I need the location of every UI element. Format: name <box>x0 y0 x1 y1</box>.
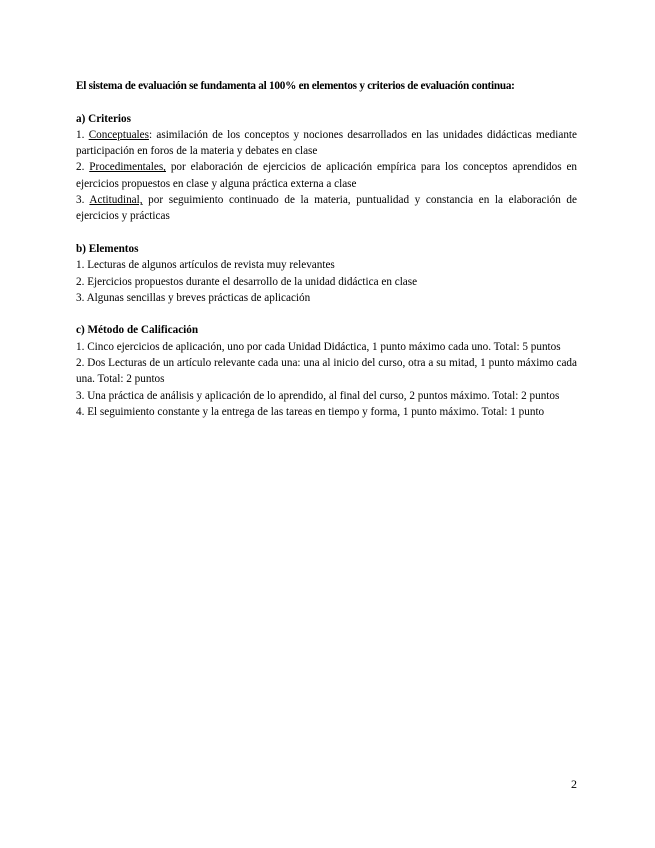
calificacion-item: 3. Una práctica de análisis y aplicación de lo aprendido, al final del curso, 2 puntos máximo. Total: 2 puntos <box>76 389 560 402</box>
criterio-text: : asimilación de los conceptos y nociones desarrollados en las unidades didácticas mediante participación en foros de la materia y debates en clase <box>76 128 577 158</box>
page-content <box>76 78 577 420</box>
spacer <box>76 225 577 241</box>
criterio-item <box>76 159 577 192</box>
item-number: 3. <box>76 194 90 207</box>
calificacion-item: 4. El seguimiento constante y la entrega de las tareas en tiempo y forma, 1 punto máximo. Total: 1 punto <box>76 405 545 418</box>
criterio-text: por elaboración de ejercicios de aplicación empírica para los conceptos aprendidos en ejercicios propuestos en clase y alguna práctica externa a clase <box>76 161 577 190</box>
section-heading-criterios: a) Criterios <box>76 112 131 125</box>
section-heading-elementos: b) Elementos <box>76 242 139 255</box>
section-heading-calificacion: c) Método de Calificación <box>76 324 199 337</box>
item-number: 1. <box>76 128 89 141</box>
calificacion-item: 1. Cinco ejercicios de aplicación, uno por cada Unidad Didáctica, 1 punto máximo cada uno. Total: 5 puntos <box>76 340 561 353</box>
criterio-term: Actitudinal, <box>89 194 143 207</box>
criterio-item <box>76 192 577 225</box>
item-number: 2. <box>76 161 90 174</box>
calificacion-item: 2. Dos Lecturas de un artículo relevante cada una: una al inicio del curso, otra a su mitad, 1 punto máximo cada una. Total: 2 puntos <box>76 357 577 386</box>
elemento-item: 3. Algunas sencillas y breves prácticas de aplicación <box>76 291 311 304</box>
elemento-item: 1. Lecturas de algunos artículos de revista muy relevantes <box>76 259 335 272</box>
section-elementos <box>76 241 577 306</box>
criterio-text: por seguimiento continuado de la materia, puntualidad y constancia en la elaboración de ejercicios y prácticas <box>76 194 577 223</box>
elemento-item: 2. Ejercicios propuestos durante el desarrollo de la unidad didáctica en clase <box>76 275 418 288</box>
page-number: 2 <box>571 777 577 791</box>
spacer <box>76 306 577 322</box>
intro-heading: El sistema de evaluación se fundamenta al 100% en elementos y criterios de evaluación continua: <box>76 80 515 92</box>
criterio-item <box>76 127 577 160</box>
section-criterios <box>76 111 577 225</box>
spacer <box>76 94 577 110</box>
section-calificacion <box>76 322 577 420</box>
criterio-term: Procedimentales, <box>89 161 166 174</box>
criterio-term: Conceptuales <box>88 128 149 141</box>
